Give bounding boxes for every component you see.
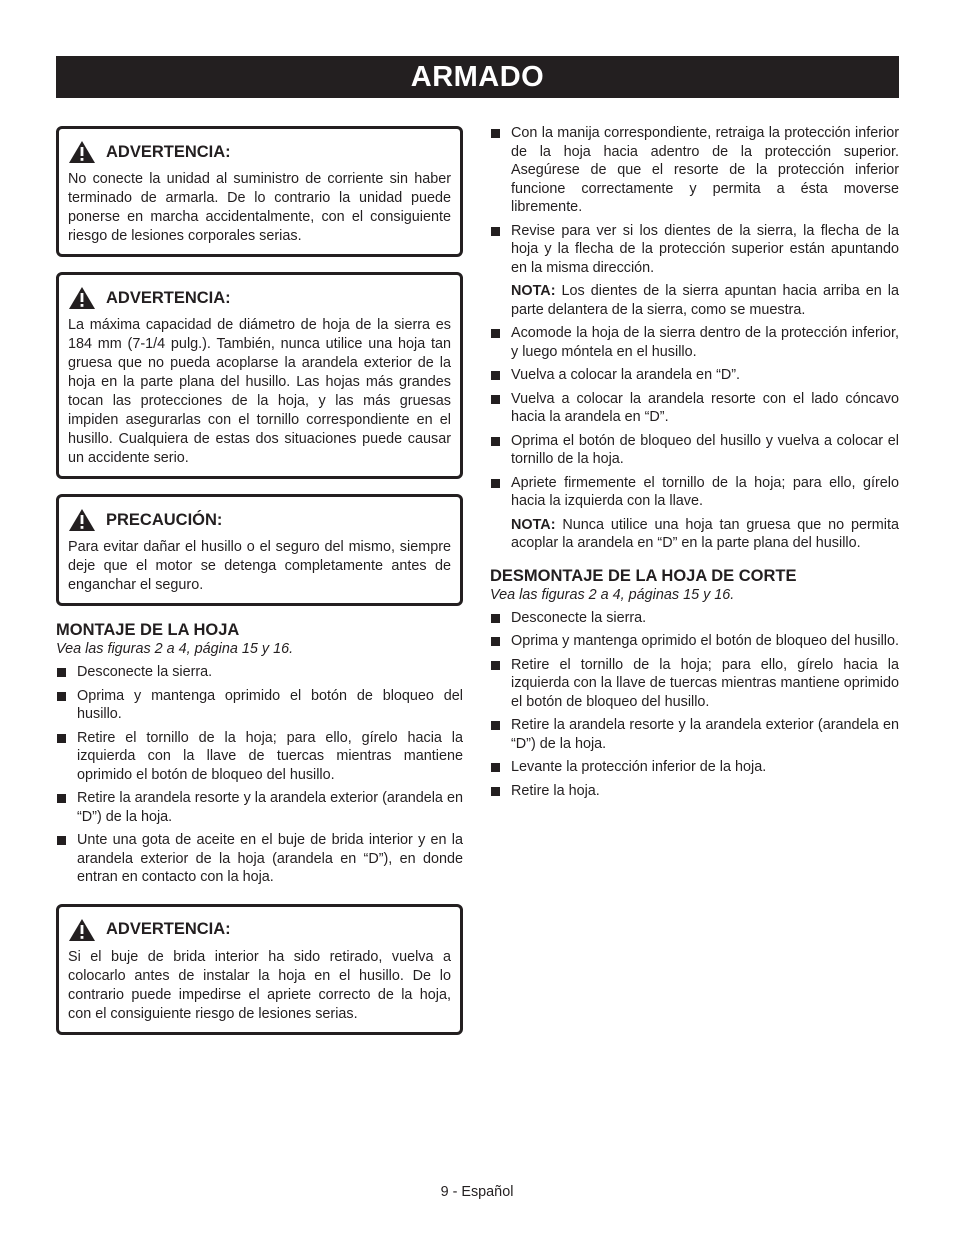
list-item: Vuelva a colocar la arandela en “D”.	[490, 366, 899, 385]
warning-header	[68, 284, 451, 312]
bullet-icon	[491, 614, 500, 623]
bullet-icon	[57, 836, 66, 845]
warning-triangle-icon	[68, 508, 96, 532]
warning-text: Si el buje de brida interior ha sido retirado, vuelva a colocarlo antes de instalar la hoja en el husillo. De lo contrario puede impedirse el apriete correcto de la hoja, con el consiguiente riesgo de lesiones serias.	[68, 948, 451, 1022]
bullet-icon	[57, 668, 66, 677]
list-item: Retire el tornillo de la hoja; para ello, gírelo hacia la izquierda con la llave de tuercas mientras mantiene oprimido el botón de bloqueo del husillo.	[490, 656, 899, 712]
note	[490, 516, 899, 553]
caution-header	[68, 506, 451, 534]
list-item: Oprima el botón de bloqueo del husillo y vuelva a colocar el tornillo de la hoja.	[490, 432, 899, 469]
bullet-icon	[491, 329, 500, 338]
list-item: Acomode la hoja de la sierra dentro de la protección inferior, y luego móntela en el husillo.	[490, 324, 899, 361]
bullet-icon	[491, 721, 500, 730]
section-title-desmontaje: DESMONTAJE DE LA HOJA DE CORTE	[490, 566, 797, 585]
bullet-icon	[491, 437, 500, 446]
page-footer: 9 - Español	[440, 1184, 514, 1200]
list-item: Vuelva a colocar la arandela resorte con el lado cóncavo hacia la arandela en “D”.	[490, 390, 899, 427]
list-item: Levante la protección inferior de la hoja.	[490, 758, 899, 777]
left-column	[56, 126, 463, 1050]
caution-text: Para evitar dañar el husillo o el seguro del mismo, siempre deje que el motor se detenga completamente antes de enganchar el seguro.	[68, 539, 451, 593]
warning-box	[56, 904, 463, 1035]
bullet-icon	[491, 395, 500, 404]
list-item: Retire la hoja.	[490, 782, 899, 801]
desmontaje-list	[490, 609, 899, 801]
list-item: Retire el tornillo de la hoja; para ello, gírelo hacia la izquierda con la llave de tuercas mientras mantiene oprimido el botón de bloqueo del husillo.	[56, 729, 463, 785]
note-label: NOTA:	[511, 283, 556, 299]
bullet-icon	[491, 763, 500, 772]
list-item: Oprima y mantenga oprimido el botón de bloqueo del husillo.	[490, 632, 899, 651]
warning-label: ADVERTENCIA:	[106, 920, 231, 938]
montaje-list	[56, 663, 463, 887]
note-text: Los dientes de la sierra apuntan hacia arriba en la parte delantera de la sierra, como se muestra.	[511, 283, 899, 318]
bullet-icon	[491, 661, 500, 670]
bullet-icon	[491, 227, 500, 236]
list-item: Oprima y mantenga oprimido el botón de bloqueo del husillo.	[56, 687, 463, 724]
bullet-icon	[57, 794, 66, 803]
warning-box	[56, 126, 463, 257]
section-title-montaje: MONTAJE DE LA HOJA	[56, 621, 240, 639]
caution-label: PRECAUCIÓN:	[106, 510, 223, 529]
warning-box	[56, 272, 463, 479]
warning-label: ADVERTENCIA:	[106, 288, 231, 307]
warning-triangle-icon	[68, 918, 96, 942]
warning-label: ADVERTENCIA:	[106, 142, 231, 161]
note-label: NOTA:	[511, 516, 556, 533]
montaje-steps-list-2	[490, 324, 899, 511]
list-item: Unte una gota de aceite en el buje de brida interior y en la arandela exterior de la hoja (arandela en “D”), en donde entran en contacto con la hoja.	[56, 831, 463, 887]
warning-header	[68, 916, 451, 944]
warning-text: La máxima capacidad de diámetro de hoja de la sierra es 184 mm (7-1/4 pulg.). También, nunca utilice una hoja tan gruesa que no pueda acoplarse la arandela exterior de la hoja en la parte plana del husillo. Las hojas más grandes tocan las protecciones de la hoja, y las más gruesas impiden asegurarlas con el tornillo correspondiente en el husillo. Cualquiera de estas dos situaciones puede causar un accidente serio.	[68, 317, 451, 466]
list-item: Retire la arandela resorte y la arandela exterior (arandela en “D”) de la hoja.	[490, 716, 899, 753]
page-title: ARMADO	[410, 60, 545, 93]
warning-triangle-icon	[68, 140, 96, 164]
bullet-icon	[57, 734, 66, 743]
bullet-icon	[491, 129, 500, 138]
bullet-icon	[491, 637, 500, 646]
bullet-icon	[491, 787, 500, 796]
section-ref: Vea las figuras 2 a 4, página 15 y 16.	[56, 641, 294, 657]
section-ref: Vea las figuras 2 a 4, páginas 15 y 16.	[490, 586, 735, 603]
list-item: Con la manija correspondiente, retraiga la protección inferior de la hoja hacia adentro de la protección superior. Asegúrese de que el resorte de la protección inferior funcione correctamente y permita a ésta moverse libremente.	[490, 124, 899, 217]
bullet-icon	[491, 479, 500, 488]
list-item: Desconecte la sierra.	[490, 609, 899, 628]
list-item: Apriete firmemente el tornillo de la hoja; para ello, gírelo hacia la izquierda con la llave.	[490, 474, 899, 511]
right-column	[490, 124, 899, 805]
list-item: Desconecte la sierra.	[56, 663, 463, 682]
warning-header	[68, 138, 451, 166]
list-item: Retire la arandela resorte y la arandela exterior (arandela en “D”) de la hoja.	[56, 789, 463, 826]
warning-triangle-icon	[68, 286, 96, 310]
bullet-icon	[57, 692, 66, 701]
caution-box	[56, 494, 463, 606]
list-item: Revise para ver si los dientes de la sierra, la flecha de la hoja y la flecha de la protección superior están apuntando en la misma dirección.	[490, 222, 899, 278]
note	[490, 282, 899, 319]
title-bar	[56, 56, 899, 98]
bullet-icon	[491, 371, 500, 380]
warning-text: No conecte la unidad al suministro de corriente sin haber terminado de armarla. De lo contrario la unidad puede ponerse en marcha accidentalmente, con el consiguiente riesgo de lesiones corporales serias.	[68, 171, 451, 244]
montaje-steps-list	[490, 124, 899, 277]
note-text: Nunca utilice una hoja tan gruesa que no permita acoplar la arandela en “D” en la parte plana del husillo.	[511, 516, 899, 551]
